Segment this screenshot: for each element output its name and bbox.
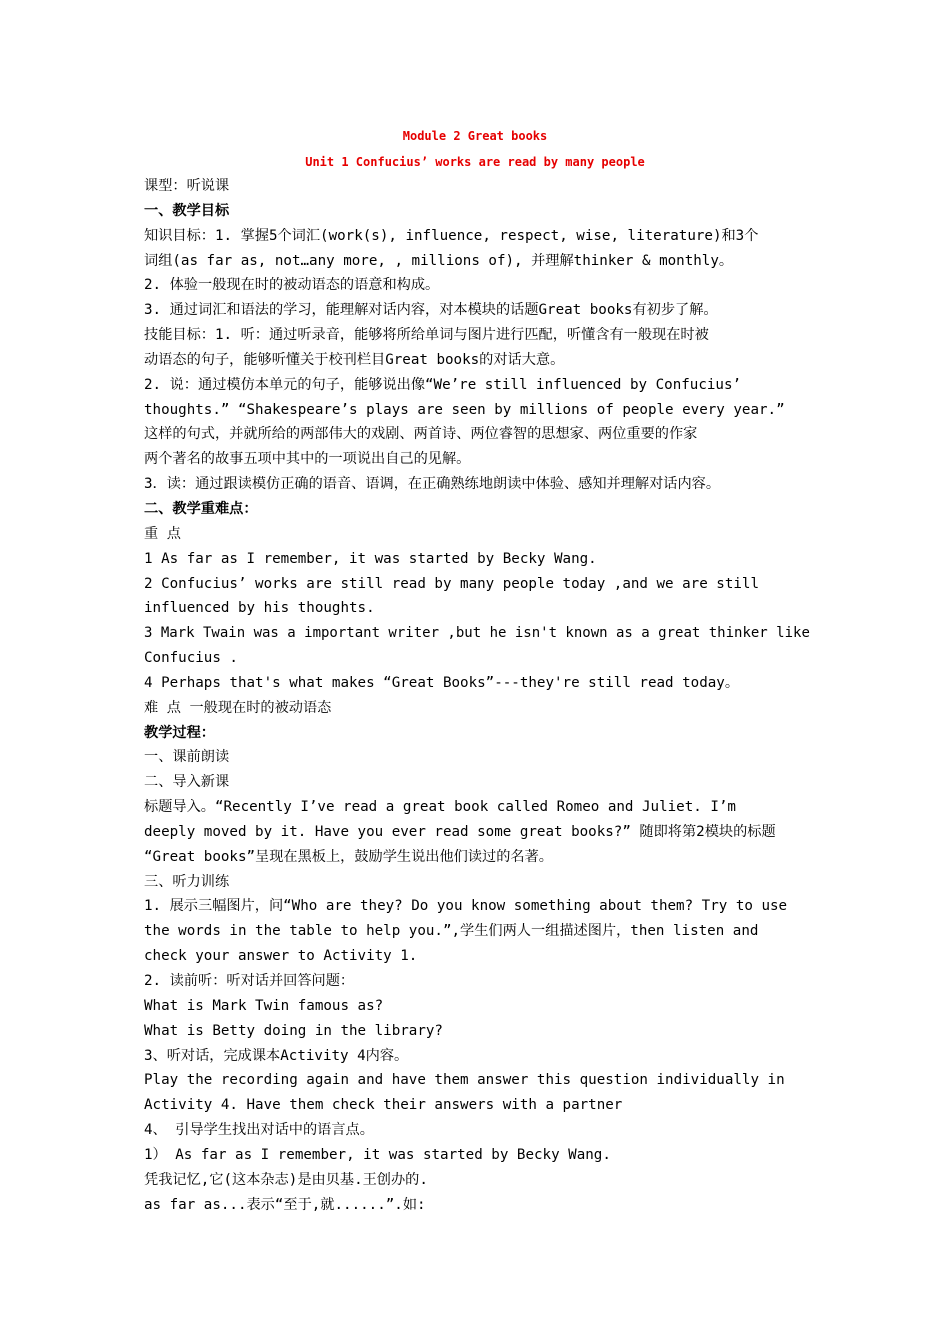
text-line: 知识目标：1. 掌握5个词汇(work(s), influence, respect, wise, literature)和3个 [144,227,759,244]
unit-title: Unit 1 Confucius’ works are read by many people [305,155,645,169]
text-line: Play the recording again and have them answer this question individually in [144,1072,785,1089]
section-heading-key-points: 二、教学重难点： [144,500,258,517]
module-title: Module 2 Great books [402,129,548,143]
document-body [144,174,812,1217]
text-line: 1. 展示三幅图片，问“Who are they? Do you know something about them? Try to use [144,898,788,915]
difficult-points-line: 难 点 一般现在时的被动语态 [144,699,332,716]
key-points-label: 重 点 [144,525,181,542]
text-line: 1 As far as I remember, it was started by Becky Wang. [144,550,597,567]
text-line: 2. 读前听：听对话并回答问题： [144,973,355,989]
text-line: deeply moved by it. Have you ever read some great books?” 随即将第2模块的标题 [144,823,776,840]
text-line: 凭我记忆,它(这本杂志)是由贝基.王创办的. [144,1171,428,1188]
text-line: 这样的句式，并就所给的两部伟大的戏剧、两首诗、两位睿智的思想家、两位重要的作家 [144,426,698,443]
text-line: 4、 引导学生找出对话中的语言点。 [144,1122,374,1139]
text-line: “Great books”呈现在黑板上，鼓励学生说出他们读过的名著。 [144,848,553,865]
text-line: 3．读：通过跟读模仿正确的语音、语调，在正确熟练地朗读中体验、感知并理解对话内容。 [144,476,721,493]
text-line: 两个著名的故事五项中其中的一项说出自己的见解。 [144,451,471,468]
lesson-type-line: 课型：听说课 [144,178,230,194]
text-line: 1） As far as I remember, it was started by Becky Wang. [144,1146,611,1163]
text-line: 4 Perhaps that's what makes “Great Books”---they're still read today。 [144,674,740,691]
text-line: 二、导入新课 [144,774,230,791]
text-line: check your answer to Activity 1. [144,948,418,965]
text-line: 2. 说：通过模仿本单元的句子，能够说出像“We’re still influenced by Confucius’ [144,376,742,393]
text-line: 2. 体验一般现在时的被动语态的语意和构成。 [144,277,440,294]
text-line: 三、听力训练 [144,873,230,890]
text-line: 词组(as far as, not…any more, , millions of), 并理解thinker & monthly。 [144,252,734,269]
text-line: 2 Confucius’ works are still read by many people today ,and we are still [144,575,759,592]
text-line: 一、课前朗读 [144,749,230,766]
text-line: What is Mark Twin famous as? [144,997,384,1014]
text-line: 动语态的句子，能够听懂关于校刊栏目Great books的对话大意。 [144,351,565,368]
text-line: What is Betty doing in the library? [144,1022,443,1039]
text-line: 标题导入。“Recently I’ve read a great book called Romeo and Juliet. I’m [144,799,736,816]
text-line: 3 Mark Twain was a important writer ,but he isn't known as a great thinker like [144,625,810,642]
text-line: 技能目标：1. 听：通过听录音，能够将所给单词与图片进行匹配，听懂含有一般现在时被 [144,327,709,344]
text-line: 3、听对话，完成课本Activity 4内容。 [144,1047,409,1064]
text-line: influenced by his thoughts. [144,600,375,617]
section-heading-process: 教学过程： [144,724,215,741]
text-line: as far as...表示“至于,就......”.如: [144,1196,426,1213]
text-line: Activity 4. Have them check their answers with a partner [144,1097,623,1114]
text-line: thoughts.” “Shakespeare’s plays are seen by millions of people every year.” [144,401,785,418]
text-line: Confucius . [144,650,238,667]
section-heading-objectives: 一、教学目标 [144,202,230,219]
text-line: the words in the table to help you.”,学生们两人一组描述图片，then listen and [144,923,759,940]
text-line: 3. 通过词汇和语法的学习，能理解对话内容，对本模块的话题Great books有初步了解。 [144,302,718,319]
